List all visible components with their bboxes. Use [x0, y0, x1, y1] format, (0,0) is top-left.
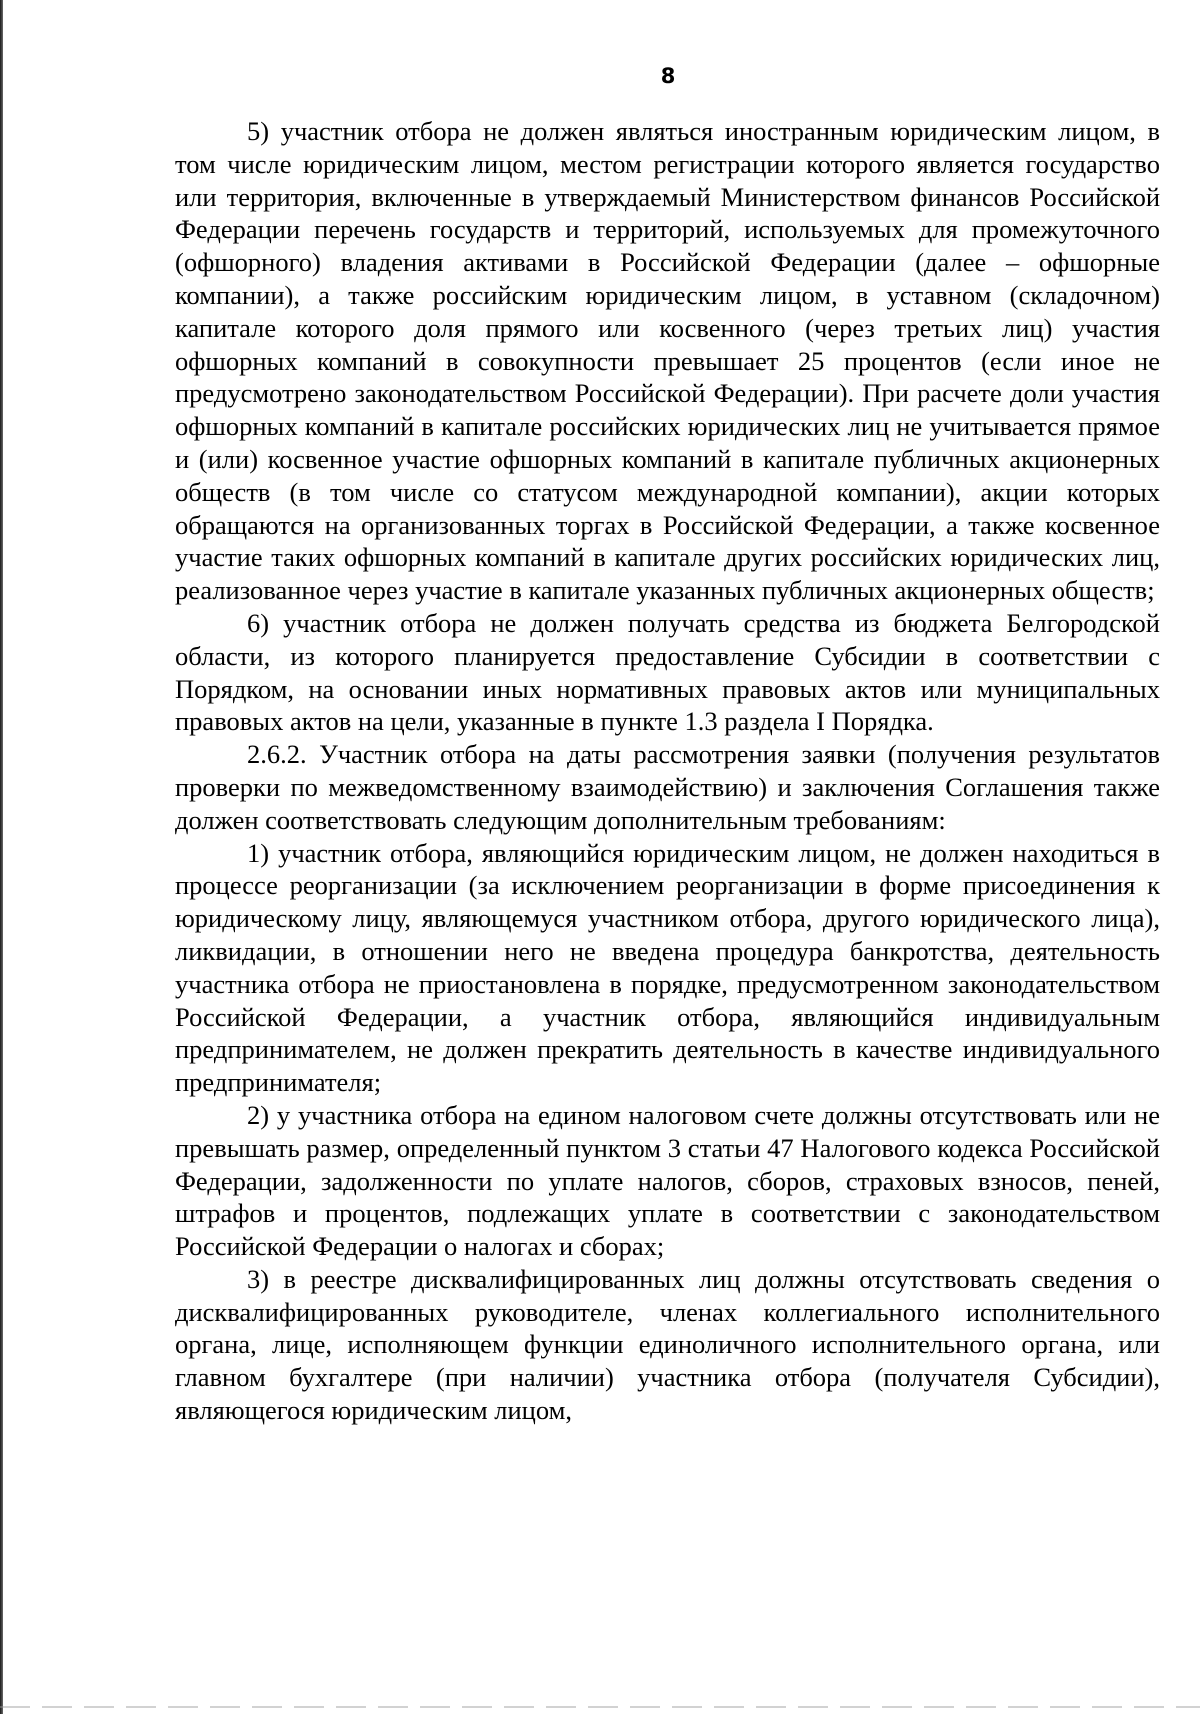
page-number: 8 — [660, 64, 676, 88]
paragraph-item-2-tax-debt: 2) у участника отбора на едином налоговом счете должны отсутствовать или не превышать размер, определенный пунктом 3 статьи 47 Налогового кодекса Российской Федерации, задолженности по уплате налогов, сборов, страховых взносов, пеней, штрафов и процентов, подлежащих уплате в соответствии с законодательством Российской Федерации о налогах и сборах; — [175, 1099, 1160, 1262]
paragraph-item-6-budget: 6) участник отбора не должен получать средства из бюджета Белгородской области, из которого планируется предоставление Субсидии в соответствии с Порядком, на основании иных нормативных правовых актов или муниципальных правовых актов на цели, указанные в пункте 1.3 раздела I Порядка. — [175, 607, 1160, 737]
paragraph-item-3-disqualified-persons: 3) в реестре дисквалифицированных лиц должны отсутствовать сведения о дисквалифицированных руководителе, членах коллегиального исполнительного органа, лице, исполняющем функции единоличного исполнительного органа, или главном бухгалтере (при наличии) участника отбора (получателя Субсидии), являющегося юридическим лицом, — [175, 1263, 1160, 1426]
scan-left-edge — [0, 0, 3, 1714]
paragraph-item-5-offshore: 5) участник отбора не должен являться иностранным юридическим лицом, в том числе юридическим лицом, местом регистрации которого является государство или территория, включенные в утверждаемый Министерством финансов Российской Федерации перечень государств и территорий, используемых для промежуточного (офшорного) владения активами в Российской Федерации (далее – офшорные компании), а также российским юридическим лицом, в уставном (складочном) капитале которого доля прямого или косвенного (через третьих лиц) участия офшорных компаний в совокупности превышает 25 процентов (если иное не предусмотрено законодательством Российской Федерации). При расчете доли участия офшорных компаний в капитале российских юридических лиц не учитывается прямое и (или) косвенное участие офшорных компаний в капитале публичных акционерных обществ (в том числе со статусом международной компании), акции которых обращаются на организованных торгах в Российской Федерации, а также косвенное участие таких офшорных компаний в капитале других российских юридических лиц, реализованное через участие в капитале указанных публичных акционерных обществ; — [175, 116, 1160, 606]
paragraph-2-6-2-additional-requirements: 2.6.2. Участник отбора на даты рассмотрения заявки (получения результатов проверки по межведомственному взаимодействию) и заключения Соглашения также должен соответствовать следующим дополнительным требованиям: — [175, 739, 1160, 835]
paragraph-item-1-reorganization: 1) участник отбора, являющийся юридическим лицом, не должен находиться в процессе реорганизации (за исключением реорганизации в форме присоединения к юридическому лицу, являющемуся участником отбора, другого юридического лица), ликвидации, в отношении него не введена процедура банкротства, деятельность участника отбора не приостановлена в порядке, предусмотренном законодательством Российской Федерации, а участник отбора, являющийся индивидуальным предпринимателем, не должен прекратить деятельность в качестве индивидуального предпринимателя; — [175, 837, 1160, 1098]
document-body — [175, 115, 1160, 1427]
scan-bottom-artifact — [0, 1706, 1200, 1708]
